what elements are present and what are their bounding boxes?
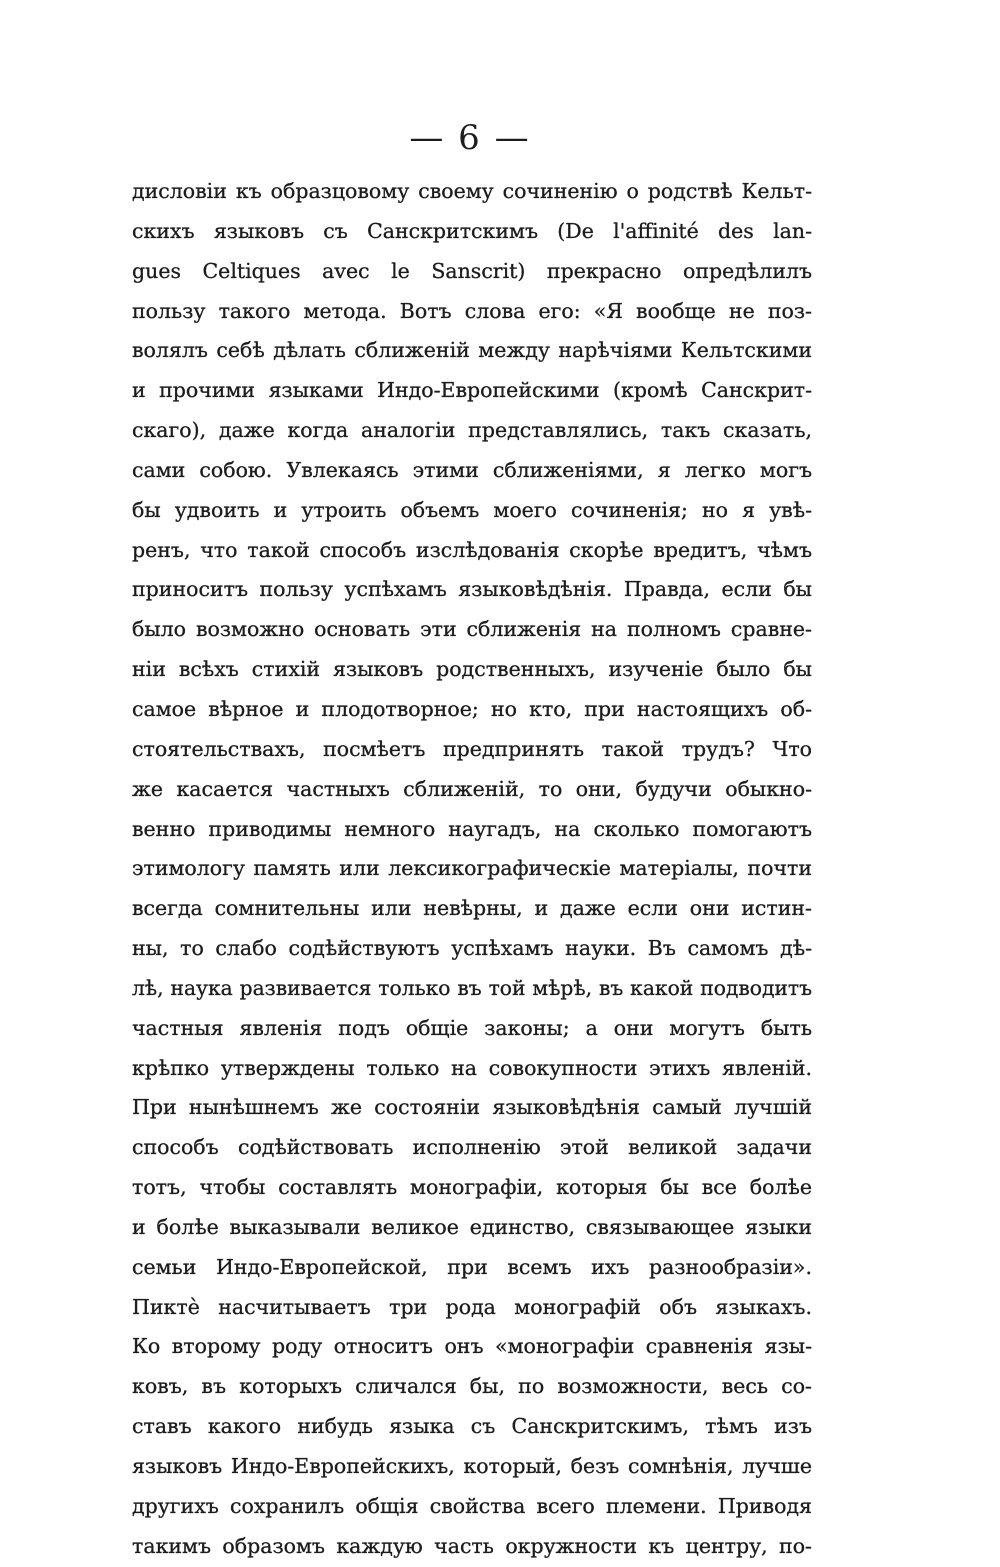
text-line: частныя явленія подъ общіе законы; а они могутъ быть [132, 1015, 812, 1040]
text-line: ренъ, что такой способъ изслѣдованія скорѣе вредитъ, чѣмъ [132, 537, 812, 562]
text-line: крѣпко утверждены только на совокупности этихъ явленій. [132, 1055, 812, 1080]
text-line: такимъ образомъ каждую часть окружности къ центру, по- [132, 1533, 812, 1558]
text-line: дисловіи къ образцовому своему сочиненію о родствѣ Кельт- [132, 179, 812, 203]
text-line: самое вѣрное и плодотворное; но кто, при настоящихъ об- [132, 696, 812, 721]
text-line: При нынѣшнемъ же состояніи языковѣдѣнія самый лучшій [132, 1095, 812, 1120]
text-line: сами собою. Увлекаясь этими сближеніями, я легко могъ [132, 457, 812, 482]
text-line: ны, то слабо содѣйствуютъ успѣхамъ науки. Въ самомъ дѣ- [132, 936, 812, 961]
text-line: тотъ, чтобы составлять монографіи, которыя бы все болѣе [132, 1175, 812, 1200]
page-number: — 6 — [409, 118, 531, 158]
text-line: лѣ, наука развивается только въ той мѣрѣ, въ какой подводитъ [132, 975, 812, 1000]
text-line: приноситъ пользу успѣхамъ языковѣдѣнія. Правда, если бы [132, 577, 812, 602]
text-line: пользу такого метода. Вотъ слова его: «Я вообще не поз- [132, 298, 812, 323]
text-line: скаго), даже когда аналогіи представлялись, такъ сказать, [132, 418, 812, 443]
text-line: другихъ сохранилъ общія свойства всего племени. Приводя [132, 1493, 812, 1518]
text-line: gues Celtiques avec le Sanscrit) прекрасно опредѣлилъ [132, 258, 812, 283]
text-line: же касается частныхъ сближеній, то они, будучи обыкно- [132, 776, 812, 801]
text-line: Пиктѐ насчитываетъ три рода монографій объ языкахъ. [132, 1294, 812, 1319]
text-line: и прочими языками Индо-Европейскими (кромѣ Санскрит- [132, 378, 812, 403]
text-line: бы удвоить и утроить объемъ моего сочиненія; но я увѣ- [132, 497, 812, 522]
text-line: языковъ Индо-Европейскихъ, который, безъ сомнѣнія, лучше [132, 1454, 812, 1478]
text-line: способъ содѣйствовать исполненію этой великой задачи [132, 1135, 812, 1160]
text-line: семьи Индо-Европейской, при всемъ ихъ разнообразіи». [132, 1254, 812, 1279]
text-line: ніи всѣхъ стихій языковъ родственныхъ, изученіе было бы [132, 657, 812, 682]
body-text [132, 172, 812, 1567]
text-line: этимологу память или лексикографическіе матеріалы, почти [132, 856, 812, 881]
text-line: всегда сомнительны или невѣрны, и даже если они истин- [132, 896, 812, 921]
text-line: ковъ, въ которыхъ сличался бы, по возможности, весь со- [132, 1374, 812, 1399]
text-line: стоятельствахъ, посмѣетъ предпринять такой трудъ? Что [132, 736, 812, 761]
text-line: венно приводимы немного наугадъ, на сколько помогаютъ [132, 816, 812, 841]
text-line: и болѣе выказывали великое единство, связывающее языки [132, 1214, 812, 1239]
text-line: Ко второму роду относитъ онъ «монографіи сравненія язы- [132, 1334, 812, 1359]
text-line: было возможно основать эти сближенія на полномъ сравне- [132, 617, 812, 642]
text-line: ставъ какого нибудь языка съ Санскритскимъ, тѣмъ изъ [132, 1414, 812, 1439]
text-line: скихъ языковъ съ Санскритскимъ (De l'affinité des lan- [132, 218, 812, 243]
text-line: волялъ себѣ дѣлать сближеній между нарѣчіями Кельтскими [132, 338, 812, 363]
